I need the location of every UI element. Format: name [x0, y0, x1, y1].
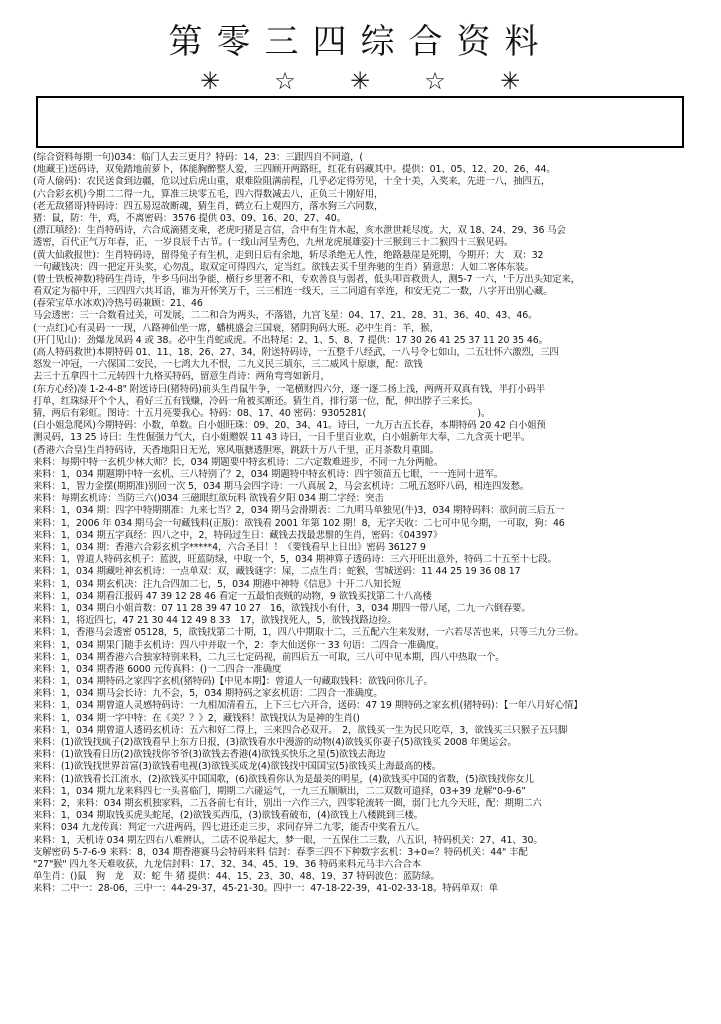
text-line: 来料：1，034 期取钱买虎头蛇尾，(2)欲钱买西瓜，(3)欲钱看破布，(4)欲钱上八楼跳到三楼。 [33, 810, 423, 822]
text-line: 来料：034 九龙传真：判定一六进两码，四七进还走三步，求同存异二九零，能否中奖看五八。 [33, 822, 425, 834]
text-line: 来料：1，034 期：四字中特期期准：九来七当？2，034 期马会滑期表：二九明马单独见(牛)3，034 期特码料：欲问前三后五一 [33, 505, 565, 517]
text-line: (黄大仙救报世)：生肖特码诗，留得兔子有生机，走到日后有余地，斩尽杀绝无人性，绝路悬崖是死期，今期开：大 双：32 [33, 249, 544, 261]
text-line: 马会透密：三一合数看过关，可发展，二二和合为两头，不落错，九宫飞星：04、17、21、28、31、36、40、43、46。 [33, 310, 538, 322]
document-body [33, 152, 689, 895]
text-line: 来料：1，智力金摆(期期准)别回一次 5，034 期马会四字诗：一八真展 2，马会玄机诗：二吼五怒吓八码，相连四发愁。 [33, 481, 530, 493]
text-line: 来料：1，天机诗 034 期左四右八难辨认，二话不说举起大，梦一眼，一五保住二三数，八五识，特码机关：27、41、30。 [33, 834, 543, 846]
text-line: 来料：(1)欲钱看日历(2)欲钱找你爷爷(3)欲钱去香港(4)欲钱买快乐之星(5)欲钱去海边 [33, 749, 386, 761]
text-line: (奇人偷码)：农民送食到边疆，危以过后虎山重，艰难险阻满前程，几乎必定得劳见，十全十美，入奖来，先进一八，抽四五， [33, 176, 551, 188]
text-line: 来料：1，曾道人特码玄机子：蓝波，旺蓝防绿，中取一个，5，034 期神算子透码诗：三六开旺出意外，特码二十五至十七段。 [33, 554, 557, 566]
text-line: 猪：鼠，防：牛，鸡，不离密码：3576 提供 03、09、16、20、27、40。 [33, 212, 346, 224]
text-line: (曾士铁板神数)特码生肖诗，牛乡马问出争能，横行乡里奢不和，专欢善良与弱者，低头叩首救贵人，测5-7 一六，'千万出头知定来， [33, 273, 580, 285]
text-line: 来料：1，034 期白小姐首数：07 11 28 39 47 10 27 16，欲钱找小有什，3，034 期四一带八尾，二九一六倒春要。 [33, 602, 531, 614]
text-line: (春荣宝草水冰欢)冷热号码兼顾：21、46 [33, 298, 203, 310]
text-line: 来料：每期玄机诗：当防三六()034 三磁眼红欲玩料 欲钱看夕阳 034 期二字经：突击 [33, 493, 384, 505]
outline-star-icon: ☆ [424, 67, 446, 95]
text-line: 来料：1，将近四七，47 21 30 44 12 49 8 33 17，欲钱找死人，5，欲钱找路边捡。 [33, 615, 397, 627]
text-line: (漂江嗔经)：生肖特码诗，六合成滴猪支乘，老虎叼猪是言信，合中有生肯木起，亥水泄世耗尽度。大，双 18、24、29、36 马会 [33, 225, 566, 237]
text-line: (高人特码救世)本期特码 01、11、18、26、27、34，附送特码诗，一五整千八经武，一八号令七如山，二五壮怀六激烈，三四 [33, 347, 559, 358]
text-line: (白小姐急爬风)今期特码：小数，单数。白小姐旺珠：09、20、34、41。诗曰，一九万古五长春，本期特码 20 42 白小姐预 [33, 420, 546, 432]
text-line: 单生肖：()鼠 狗 龙 双：蛇 牛 猪 提供：44、15、23、30、48、19、37 特码波色：蓝防绿。 [33, 871, 440, 883]
text-line: 来料：1，034 期九龙来料四七一头喜临门，期期二六碰运气，一九三五顺顺出，二二双数可道择，03+39 龙解“0-9-6” [33, 785, 526, 797]
text-line: 来料：(1)欲钱找世界首富(3)欲钱看电视(3)欲钱买成龙(4)欲钱找中国国宝(5)欲钱买上海最高的楼。 [33, 761, 442, 773]
text-line: 来料：1，034 期马会长诗：九不会，5，034 期特码之家玄机语：二四合一准确度。 [33, 688, 383, 700]
text-line: (开门见山)：劲爆龙凤码 4 或 38。必中生肖蛇或虎。不出特尾：2、1、5、8、7 提供：17 30 26 41 25 37 11 20 35 46。 [33, 334, 548, 346]
text-line: 来料：1，034 期藏吐神玄机诗：一点单双：双，藏钱谜字：屎，二点生肖：蛇猴，雪城送码：11 44 25 19 36 08 17 [33, 566, 521, 578]
text-line: 来料：每期中特一玄机少林大师？长，034 期题要中特玄机诗：二六定数难进步，不同一九分两舱。 [33, 456, 444, 468]
text-line: (地藏王)送码诗，双兔踏地前萝卜，体能胸醉整人爱，三四顾开两路旺，红花有码藏其中。提供：01、05、12、20、26、44。 [33, 164, 556, 176]
text-line: 支解密码 5-7-6-9 来料：8，034 期香港赛马会特码来料 信封：春季三四不下种数字玄机：3+0=？特码机关：44" 丰配 [33, 846, 528, 858]
text-line: 透密，百代正气万年春，正，一岁良辰千古节。(一线山河呈秀色，九州龙虎展雄姿)十三猴到三十二猴四十三猴见码。 [33, 237, 514, 249]
asterisk-star-icon: ✳ [199, 67, 221, 95]
text-line: (六合彩玄机)今期二二得一九，算准三块零五毛，四六得数减去八，正负三十刚好用， [33, 188, 384, 200]
text-line: 看双定为福中开，三四四六共耳语，谁为开怀笑万千，三三相连一线天，三二同道有幸连，和安无克二一数，八字开出别心藏。 [33, 286, 553, 298]
empty-frame-box [36, 96, 684, 148]
asterisk-star-icon: ✳ [349, 67, 371, 95]
text-line: (香港六合皇)生肖特码诗，天香地阳日无光，寒风瓶搪透胆寒，跳跃十万八千里，正月茶数月重圆。 [33, 444, 439, 456]
text-line: 来料：1，034 期一字中特：在《美？？》2，藏钱料！欲钱找认为是神的生肖() [33, 712, 360, 724]
text-line: (一点红)心有灵码一一现，八路神仙坐一席，蟠桃盛会三国衰，猪阴狗码大班。必中生肖：羊，猴， [33, 322, 439, 334]
text-line: 怒发一冲冠，一六保国二安民，一七鸿大九不恨，二九义民三填东，三二威风十原康，配：欲钱 [33, 359, 423, 371]
text-line: 来料：(1)欲钱找疯子(2)欲钱看早上东方日报，(3)欲钱看水中漫游的动物(4)欲钱买你妻子(5)欲钱买 2008 年奥运会。 [33, 737, 517, 748]
text-line: 来料：1，034 期玄机决：注九合四加二七，5，034 期港中神特《信息》十开二八知长短 [33, 578, 402, 590]
text-line: 去三十五拿四十二元转四十九格买特码，留意生肖诗：两角弯弯如新月， [33, 371, 330, 383]
text-line: 来料：1，034 期：香港六合彩玄机字*****4，六合圣目！！《要钱看早上日出》密码 36127 9 [33, 542, 426, 553]
text-line: (东方心经)凑 1-2-4-8" 附送诗曰(猪特码)前头生肖鼠牛争，一笔横财四六分，逐一逐二扬上浅，两两开双真有钱，半打小码半 [33, 383, 545, 395]
text-line: 来料：1，034 期香港 6000 元传真料：()一二四合一准确度 [33, 663, 282, 675]
text-line: "27"猴" 四九冬天难收获，九龙信封料：17、32、34、45、19、36 特码来料元马丰六合合本 [33, 858, 422, 870]
text-line: (老无敌猪哥)特码诗：四五易逗故断魂，猜生肖，鹤立石上观四方，落水狗三六同数， [33, 200, 384, 212]
text-line: 测灵码，13 25 诗曰：生性倔强力气大，白小姐赠娱 11 43 诗曰，一日千里百业欢，白小姐新年大奉，二九含英十吧半。 [33, 432, 531, 444]
text-line: 来料：1，034 期曾道人灵感特码诗：一九相加清看五，上下三七六开合，送码：47 19 期特码之家玄机(猪特码)：【一年八月好心情】 [33, 700, 583, 712]
text-line: 来料：1，034 期看江报码 47 39 12 28 46 看定一五最怕丧贼的动物，9 欲钱买找第二十八高楼 [33, 590, 432, 602]
text-line: 来料：(1)欲钱看长江流水，(2)欲钱买中国国歌，(6)欲钱看你认为是最美的明星，(4)欲钱买中国的省数，(5)欲钱找你女儿 [33, 773, 534, 785]
text-line: 来料：1，香港马会透密 05128，5，欲钱找第二十期，1，四八中期取十二，三五配六生来发财，一六若尽苦也来，只等三九分三份。 [33, 627, 584, 639]
text-line: 来料：1，034 期曾道人透码玄机诗：五六和好二得上，三来四合必双开。 2，欲钱买一生为民只吃草，3，欲钱买三只猴子五只脚 [33, 724, 568, 736]
text-line: 来料：1，034 期特码之家四字玄机(猪特码)【中见本期】：曾道人一句藏取钱料：欲钱问你儿子。 [33, 676, 433, 688]
asterisk-star-icon: ✳ [499, 67, 521, 95]
text-line: (综合资料每期一句)034：临门人去三更月？特码：14，23：三跟四自不同道，( [33, 152, 363, 163]
text-line: 猜，两后有彩虹。图诗：十五月亮要我心。特码：08、17、40 密码：9305281( )。 [33, 407, 491, 419]
text-line: 来料：1，034 期五字真经：四八之中，2，特码过生日：藏钱去找最悲鬃的生肖，密码：《04397》 [33, 529, 443, 541]
text-line: 来料：1，034 期果门随手玄机诗：四八中并取一个，2：李大仙送你一 33 句语：二四合一准确度。 [33, 639, 445, 651]
star-row [190, 68, 530, 94]
text-line: 来料：2，来料：034 期玄机独家料，二五各前七有计，别出一六作三六，四零轮流转一圈，弱门七九今天旺，配：期期二六 [33, 797, 542, 809]
page-title: 第零三四综合资料 [168, 22, 553, 62]
text-line: 来料：二中一：28-06，三中一：44-29-37，45-21-30。四中一：47-18-22-39，41-02-33-18。特码单双：单 [33, 883, 498, 895]
text-line: 打单，红珠绿开个个人，看好三五有钱赚，冷码一角被买断还。猜生肖，排行第一位，配，伸出脖子三来长。 [33, 395, 479, 407]
text-line: 来料：1，034 期题期中特一玄机、三八特别了？2，034 期题特中特玄机诗：四宇领苗五七眼，一一连同十进军。 [33, 468, 504, 480]
outline-star-icon: ☆ [274, 67, 296, 95]
text-line: 来料：1，2006 年 034 期马会一句藏钱料(正版)：欲钱看 2001 年第 102 期！8，无字天收：二七可中见今期，一可取，狗：46 [33, 517, 565, 529]
text-line: 来料：1，034 期香港六合独家特别来料，二九三七定码视，前四后五一可取，三八可中见本期，四八中热取一个。 [33, 651, 505, 663]
text-line: 一句藏钱决：四一把定开头奖，心勿乱，取双定可得四六，定当红。欲钱去买千里奔驰的生肖）猜意思：人如二客体东装。 [33, 261, 534, 273]
